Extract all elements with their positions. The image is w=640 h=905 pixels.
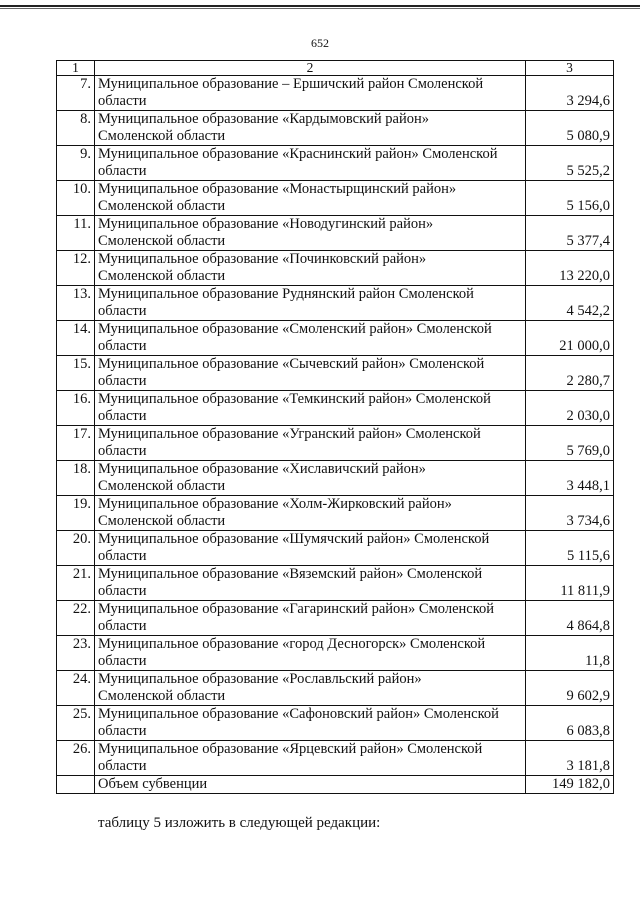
municipality-name-line-1: Муниципальное образование «Кардымовский район»	[98, 111, 429, 127]
header-col-3: 3	[526, 61, 614, 76]
table-row	[57, 76, 614, 111]
table-row	[57, 671, 614, 706]
scan-top-border	[0, 5, 640, 7]
municipality-name-line-1: Муниципальное образование «Ярцевский район» Смоленской	[98, 741, 483, 757]
total-value: 149 182,0	[526, 776, 614, 794]
table-row	[57, 636, 614, 671]
municipality-name-line-2: Смоленской области	[98, 513, 226, 529]
table-row	[57, 111, 614, 146]
subvention-table	[56, 60, 614, 794]
subvention-amount: 11,8	[526, 636, 614, 671]
municipality-name-line-2: области	[98, 583, 147, 599]
table-row	[57, 461, 614, 496]
row-number: 9.	[57, 146, 95, 181]
row-number: 13.	[57, 286, 95, 321]
row-number: 10.	[57, 181, 95, 216]
subvention-amount: 5 115,6	[526, 531, 614, 566]
municipality-name-line-1: Муниципальное образование «Новодугинский район»	[98, 216, 434, 232]
municipality-name	[95, 391, 526, 426]
municipality-name-line-2: Смоленской области	[98, 128, 226, 144]
table-row	[57, 146, 614, 181]
municipality-name	[95, 706, 526, 741]
scan-top-border-secondary	[0, 8, 640, 9]
municipality-name-line-2: Смоленской области	[98, 198, 226, 214]
table-row	[57, 321, 614, 356]
municipality-name-line-1: Муниципальное образование «Холм-Жирковский район»	[98, 496, 452, 512]
municipality-name-line-1: Муниципальное образование «Краснинский район» Смоленской	[98, 146, 498, 162]
municipality-name	[95, 496, 526, 531]
row-number: 23.	[57, 636, 95, 671]
row-number: 21.	[57, 566, 95, 601]
row-number: 24.	[57, 671, 95, 706]
municipality-name	[95, 251, 526, 286]
municipality-name-line-1: Муниципальное образование «Смоленский район» Смоленской	[98, 321, 492, 337]
subvention-amount: 5 525,2	[526, 146, 614, 181]
municipality-name	[95, 356, 526, 391]
municipality-name-line-1: Муниципальное образование – Ершичский район Смоленской	[98, 76, 484, 92]
row-number: 19.	[57, 496, 95, 531]
municipality-name	[95, 181, 526, 216]
subvention-amount: 2 280,7	[526, 356, 614, 391]
municipality-name-line-1: Муниципальное образование «город Десногорск» Смоленской	[98, 636, 486, 652]
municipality-name	[95, 566, 526, 601]
municipality-name-line-1: Муниципальное образование «Починковский район»	[98, 251, 427, 267]
subvention-amount: 5 377,4	[526, 216, 614, 251]
municipality-name	[95, 111, 526, 146]
municipality-name-line-1: Муниципальное образование «Вяземский район» Смоленской	[98, 566, 483, 582]
municipality-name-line-2: Смоленской области	[98, 478, 226, 494]
table-row	[57, 426, 614, 461]
municipality-name-line-2: области	[98, 758, 147, 774]
municipality-name-line-2: области	[98, 338, 147, 354]
subvention-amount: 3 181,8	[526, 741, 614, 776]
subvention-amount: 3 294,6	[526, 76, 614, 111]
subvention-amount: 6 083,8	[526, 706, 614, 741]
municipality-name-line-1: Муниципальное образование «Хиславичский район»	[98, 461, 426, 477]
subvention-amount: 3 448,1	[526, 461, 614, 496]
municipality-name	[95, 146, 526, 181]
municipality-name-line-1: Муниципальное образование «Монастырщинский район»	[98, 181, 457, 197]
municipality-name-line-2: области	[98, 548, 147, 564]
municipality-name	[95, 636, 526, 671]
table-row	[57, 391, 614, 426]
municipality-name-line-1: Муниципальное образование «Шумячский район» Смоленской	[98, 531, 490, 547]
municipality-name-line-2: области	[98, 443, 147, 459]
row-number: 26.	[57, 741, 95, 776]
table-total-row	[57, 776, 614, 794]
table-row	[57, 181, 614, 216]
municipality-name-line-2: области	[98, 373, 147, 389]
total-label: Объем субвенции	[95, 776, 526, 794]
municipality-name	[95, 671, 526, 706]
municipality-name-line-2: области	[98, 653, 147, 669]
subvention-amount: 4 542,2	[526, 286, 614, 321]
municipality-name-line-2: Смоленской области	[98, 233, 226, 249]
row-number: 7.	[57, 76, 95, 111]
table-row	[57, 531, 614, 566]
row-number: 25.	[57, 706, 95, 741]
municipality-name-line-1: Муниципальное образование «Рославльский район»	[98, 671, 422, 687]
table-row	[57, 566, 614, 601]
table-row	[57, 286, 614, 321]
subvention-amount: 11 811,9	[526, 566, 614, 601]
table-row	[57, 251, 614, 286]
municipality-name-line-2: Смоленской области	[98, 688, 226, 704]
municipality-name-line-1: Муниципальное образование «Сычевский район» Смоленской	[98, 356, 485, 372]
subvention-amount: 13 220,0	[526, 251, 614, 286]
municipality-name	[95, 76, 526, 111]
municipality-name	[95, 601, 526, 636]
municipality-name-line-2: Смоленской области	[98, 268, 226, 284]
municipality-name-line-2: области	[98, 93, 147, 109]
municipality-name-line-1: Муниципальное образование «Угранский район» Смоленской	[98, 426, 481, 442]
table-header-row	[57, 61, 614, 76]
municipality-name-line-2: области	[98, 163, 147, 179]
header-col-2: 2	[95, 61, 526, 76]
row-number: 11.	[57, 216, 95, 251]
subvention-amount: 5 769,0	[526, 426, 614, 461]
subvention-amount: 2 030,0	[526, 391, 614, 426]
row-number: 16.	[57, 391, 95, 426]
municipality-name	[95, 426, 526, 461]
municipality-name-line-2: области	[98, 408, 147, 424]
table-row	[57, 496, 614, 531]
subvention-amount: 5 156,0	[526, 181, 614, 216]
municipality-name-line-1: Муниципальное образование «Гагаринский район» Смоленской	[98, 601, 495, 617]
subvention-amount: 3 734,6	[526, 496, 614, 531]
municipality-name	[95, 531, 526, 566]
municipality-name-line-2: области	[98, 618, 147, 634]
municipality-name	[95, 741, 526, 776]
municipality-name	[95, 216, 526, 251]
municipality-name-line-2: области	[98, 723, 147, 739]
row-number: 12.	[57, 251, 95, 286]
municipality-name-line-2: области	[98, 303, 147, 319]
municipality-name	[95, 461, 526, 496]
row-number: 22.	[57, 601, 95, 636]
municipality-name	[95, 286, 526, 321]
table-row	[57, 356, 614, 391]
table-row	[57, 601, 614, 636]
municipality-name-line-1: Муниципальное образование «Сафоновский район» Смоленской	[98, 706, 499, 722]
row-number: 18.	[57, 461, 95, 496]
header-col-1: 1	[57, 61, 95, 76]
continuation-text: таблицу 5 изложить в следующей редакции:	[98, 815, 381, 831]
subvention-amount: 4 864,8	[526, 601, 614, 636]
subvention-amount: 9 602,9	[526, 671, 614, 706]
municipality-name-line-1: Муниципальное образование Руднянский район Смоленской	[98, 286, 474, 302]
page-number: 652	[311, 36, 329, 50]
row-number: 14.	[57, 321, 95, 356]
table-row	[57, 741, 614, 776]
table-row	[57, 216, 614, 251]
row-number: 8.	[57, 111, 95, 146]
subvention-amount: 21 000,0	[526, 321, 614, 356]
row-number: 17.	[57, 426, 95, 461]
municipality-name	[95, 321, 526, 356]
subvention-amount: 5 080,9	[526, 111, 614, 146]
municipality-name-line-1: Муниципальное образование «Темкинский район» Смоленской	[98, 391, 491, 407]
row-number: 15.	[57, 356, 95, 391]
total-empty-cell	[57, 776, 95, 794]
row-number: 20.	[57, 531, 95, 566]
table-row	[57, 706, 614, 741]
